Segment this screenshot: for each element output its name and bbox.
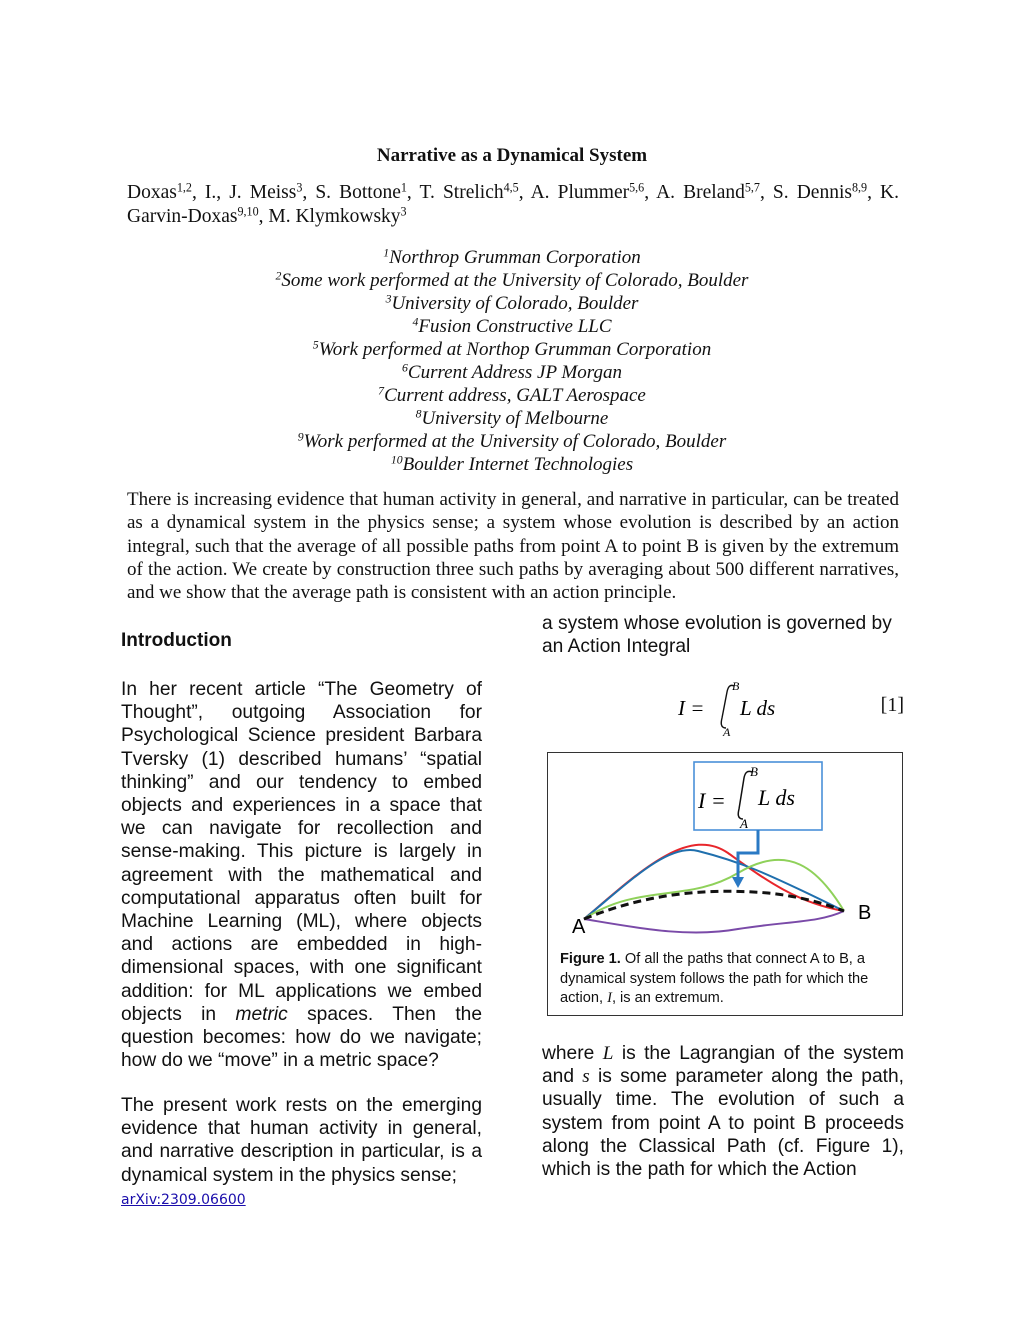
path-green (584, 860, 844, 919)
intro-paragraph-1 (121, 678, 482, 1072)
right-paragraph-1: a system whose evolution is governed by an Action Integral (542, 613, 892, 658)
intro-p1-text-b: spaces. Then the question becomes: how do we navigate; how do we “move” in a metric space? (121, 1003, 482, 1072)
affiliation-text: Work performed at Northop Grumman Corporation (318, 339, 712, 360)
author-name: S. Bottone (315, 182, 401, 203)
box-eq-upper: B (750, 764, 758, 779)
point-a-label: A (572, 916, 586, 938)
intro-paragraph-2: The present work rests on the emerging evidence that human activity in general, and narrative description in particular, is a dynamical system in the physics sense; (121, 1095, 482, 1186)
intro-p1-text-a: In her recent article “The Geometry of Thought”, outgoing Association for Psychological Science president Barbara Tversky (1) described humans’ “spatial thinking” and our tendency to embed objects and experiences in a space that we can navigate for recollection and sense-making. This picture is largely in agreement with the mathematical and computational apparatus often built for Machine Learning (ML), where objects and actions are embedded in high-dimensional spaces, with one significant addition: for ML applications we embed objects in (121, 679, 482, 1025)
affiliation-text: Work performed at the University of Colorado, Boulder (303, 431, 727, 452)
affiliation-item (0, 315, 1024, 338)
affiliation-text: Fusion Constructive LLC (418, 316, 612, 337)
affiliation-item (0, 361, 1024, 384)
author-affiliation-sup: 5,7 (744, 180, 760, 195)
equation-number: [1] (880, 694, 904, 716)
author-name: M. Klymkowsky (268, 206, 401, 227)
author-affiliation-sup: 3 (400, 204, 407, 219)
author-affiliation-sup: 9,10 (237, 204, 259, 219)
affiliation-text: Boulder Internet Technologies (402, 454, 634, 475)
author-separator: , (644, 182, 657, 203)
caption-text-a: Of all the paths that connect A to B, a dynamical system follows the path for which the action, (560, 951, 869, 1006)
paper-title: Narrative as a Dynamical System (376, 145, 648, 166)
equation-1 (540, 678, 904, 740)
rp2-w1: where (542, 1043, 595, 1064)
affiliation-item (0, 292, 1024, 315)
eq-lhs: I = (678, 696, 705, 720)
affiliation-number: 6 (402, 361, 408, 375)
abstract: There is increasing evidence that human activity in general, and narrative in particular, can be treated as a dynamical system in the physics sense; a system whose evolution is described by an action integral, such that the average of all possible paths from point A to point B is given by the extremum of the action. We create by construction three such paths by averaging about 500 different narratives, and we show that the average path is consistent with an action principle. (127, 489, 899, 604)
affiliation-item (0, 384, 1024, 407)
author-affiliation-sup: 5,6 (629, 180, 645, 195)
affiliation-item (0, 407, 1024, 430)
affiliation-text: Some work performed at the University of Colorado, Boulder (281, 270, 749, 291)
author-name: K. Garvin-Doxas (127, 182, 899, 227)
arxiv-link[interactable]: arXiv:2309.06600 (121, 1192, 246, 1208)
right-paragraph-2 (542, 1042, 904, 1181)
box-eq-lhs: I = (698, 788, 726, 813)
author-separator: , (258, 206, 269, 227)
author-separator: , I., (191, 182, 230, 203)
box-eq-lower: A (740, 816, 748, 831)
author-name: Doxas (127, 182, 177, 203)
affiliation-number: 8 (415, 407, 422, 421)
author-separator: , (406, 182, 420, 203)
affiliation-text: Current address, GALT Aerospace (384, 385, 646, 406)
parameter-var: s (582, 1066, 590, 1088)
path-purple (584, 911, 844, 933)
eq-upper-limit: B (732, 679, 740, 693)
equation-1-formula (540, 678, 904, 740)
box-eq-integrand: L ds (758, 785, 795, 810)
author-separator: , (302, 182, 316, 203)
affiliation-number: 10 (390, 453, 403, 467)
classical-path (584, 891, 844, 919)
author-separator: , (759, 182, 773, 203)
eq-integrand: L ds (740, 696, 776, 720)
affiliation-number: 9 (297, 430, 304, 444)
caption-text-b: , is an extremum. (611, 990, 724, 1006)
author-list (127, 181, 899, 229)
caption-var: I (607, 990, 612, 1006)
affiliation-text: Northrop Grumman Corporation (389, 247, 641, 268)
affiliation-number: 4 (412, 315, 419, 329)
author-affiliation-sup: 1 (400, 180, 407, 195)
author-name: J. Meiss (229, 182, 297, 203)
rp2-w3: is some parameter along the path, usually time. The evolution of such a system from point A to point B proceeds along the Classical Path (cf. Figure 1), which is the path for which the Action (542, 1066, 904, 1181)
caption-label: Figure 1. (560, 951, 621, 967)
author-name: S. Dennis (772, 182, 852, 203)
rp2-w2: is the Lagrangian of the system and (542, 1043, 904, 1088)
eq-lower-limit: A (723, 725, 731, 739)
affiliation-text: University of Melbourne (421, 408, 609, 429)
author-affiliation-sup: 1,2 (176, 180, 192, 195)
author-affiliation-sup: 3 (296, 180, 303, 195)
affiliation-list (0, 246, 1024, 476)
affiliation-number: 3 (385, 292, 392, 306)
figure-1-caption (560, 950, 890, 1009)
affiliation-number: 7 (378, 384, 385, 398)
author-name: T. Strelich (419, 182, 504, 203)
affiliation-item (0, 453, 1024, 476)
affiliation-number: 1 (383, 246, 390, 260)
intro-p1-emphasis: metric (235, 1003, 288, 1025)
point-b-label: B (858, 902, 872, 924)
author-name: A. Breland (656, 182, 745, 203)
affiliation-text: University of Colorado, Boulder (391, 293, 639, 314)
affiliation-item (0, 430, 1024, 453)
affiliation-number: 2 (275, 269, 282, 283)
author-name: A. Plummer (530, 182, 630, 203)
author-affiliation-sup: 4,5 (503, 180, 519, 195)
author-affiliation-sup: 8,9 (851, 180, 868, 195)
affiliation-number: 5 (312, 338, 319, 352)
affiliation-item (0, 246, 1024, 269)
lagrangian-var: L (602, 1043, 614, 1064)
pointer-arrow-head (732, 877, 744, 888)
author-separator: , (518, 182, 531, 203)
affiliation-item (0, 269, 1024, 292)
section-heading-introduction: Introduction (121, 630, 232, 651)
author-separator: , (867, 182, 881, 203)
affiliation-item (0, 338, 1024, 361)
affiliation-text: Current Address JP Morgan (407, 362, 622, 383)
